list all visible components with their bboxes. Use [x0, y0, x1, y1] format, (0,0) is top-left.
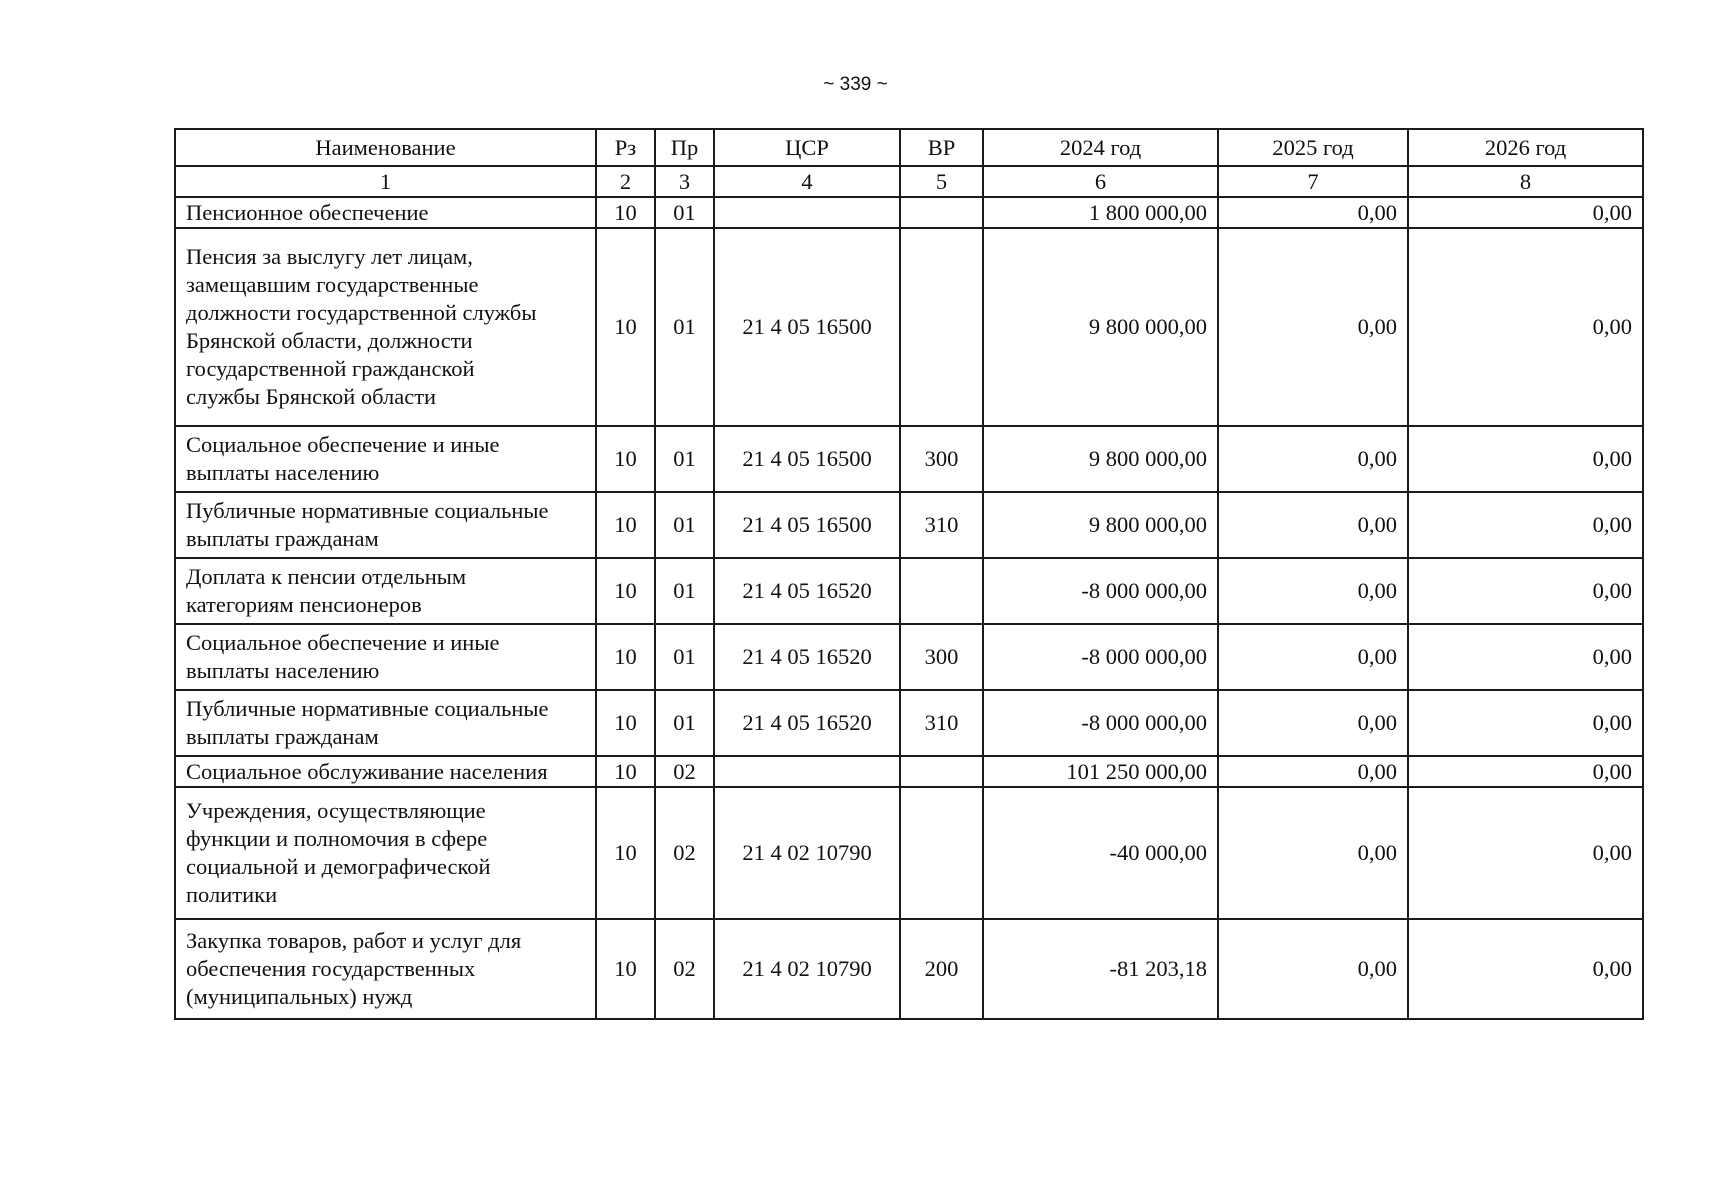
row-2026: 0,00 [1408, 919, 1643, 1019]
header-rz: Рз [596, 129, 655, 166]
row-2024: -40 000,00 [983, 787, 1218, 919]
row-2026: 0,00 [1408, 228, 1643, 426]
row-2026: 0,00 [1408, 558, 1643, 624]
row-name: Пенсия за выслугу лет лицам, замещавшим государственные должности государственной службы Брянской области, должности государственной гражданской службы Брянской области [186, 244, 537, 409]
row-csr: 21 4 05 16500 [714, 492, 900, 558]
row-vr: 200 [900, 919, 983, 1019]
row-csr: 21 4 05 16520 [714, 558, 900, 624]
table-row [175, 492, 1643, 558]
row-rz: 10 [596, 492, 655, 558]
row-pr: 01 [655, 197, 714, 228]
table-row [175, 426, 1643, 492]
row-2024: 9 800 000,00 [983, 426, 1218, 492]
row-2024: -8 000 000,00 [983, 690, 1218, 756]
row-vr: 310 [900, 690, 983, 756]
table-row [175, 558, 1643, 624]
row-name: Социальное обеспечение и иные выплаты населению [186, 630, 500, 683]
row-csr [714, 197, 900, 228]
header-2024: 2024 год [983, 129, 1218, 166]
row-2026: 0,00 [1408, 690, 1643, 756]
row-vr [900, 787, 983, 919]
table-row [175, 624, 1643, 690]
row-rz: 10 [596, 228, 655, 426]
row-2025: 0,00 [1218, 756, 1408, 787]
table-row [175, 228, 1643, 426]
row-name: Публичные нормативные социальные выплаты гражданам [186, 696, 549, 749]
header-name: Наименование [175, 129, 596, 166]
row-2026: 0,00 [1408, 492, 1643, 558]
row-name: Закупка товаров, работ и услуг для обеспечения государственных (муниципальных) нужд [186, 928, 522, 1009]
row-rz: 10 [596, 787, 655, 919]
row-name-cell [175, 787, 596, 919]
row-2024: 9 800 000,00 [983, 492, 1218, 558]
column-number: 3 [655, 166, 714, 197]
row-2026: 0,00 [1408, 624, 1643, 690]
row-2026: 0,00 [1408, 426, 1643, 492]
header-pr: Пр [655, 129, 714, 166]
row-rz: 10 [596, 426, 655, 492]
row-2025: 0,00 [1218, 787, 1408, 919]
header-vr: ВР [900, 129, 983, 166]
budget-table [174, 128, 1644, 1020]
row-2024: -8 000 000,00 [983, 558, 1218, 624]
row-name-cell [175, 426, 596, 492]
row-2026: 0,00 [1408, 197, 1643, 228]
row-name: Учреждения, осуществляющие функции и полномочия в сфере социальной и демографической политики [186, 798, 491, 907]
row-rz: 10 [596, 756, 655, 787]
row-pr: 01 [655, 426, 714, 492]
table-row [175, 787, 1643, 919]
row-rz: 10 [596, 624, 655, 690]
column-number: 8 [1408, 166, 1643, 197]
row-rz: 10 [596, 197, 655, 228]
row-csr: 21 4 05 16520 [714, 624, 900, 690]
row-2024: 101 250 000,00 [983, 756, 1218, 787]
row-name-cell [175, 558, 596, 624]
row-rz: 10 [596, 558, 655, 624]
row-vr [900, 756, 983, 787]
row-name-cell [175, 919, 596, 1019]
row-rz: 10 [596, 919, 655, 1019]
column-number: 2 [596, 166, 655, 197]
column-number: 4 [714, 166, 900, 197]
row-name-cell [175, 690, 596, 756]
row-csr: 21 4 05 16500 [714, 426, 900, 492]
row-2025: 0,00 [1218, 558, 1408, 624]
row-csr: 21 4 05 16500 [714, 228, 900, 426]
column-number: 1 [175, 166, 596, 197]
row-csr: 21 4 02 10790 [714, 787, 900, 919]
row-vr: 310 [900, 492, 983, 558]
row-pr: 02 [655, 756, 714, 787]
row-pr: 01 [655, 558, 714, 624]
row-2025: 0,00 [1218, 197, 1408, 228]
row-name: Социальное обеспечение и иные выплаты населению [186, 432, 500, 485]
row-name-cell [175, 228, 596, 426]
row-vr: 300 [900, 624, 983, 690]
row-pr: 01 [655, 690, 714, 756]
row-2026: 0,00 [1408, 756, 1643, 787]
column-number-row [175, 166, 1643, 197]
column-number: 7 [1218, 166, 1408, 197]
row-name: Публичные нормативные социальные выплаты гражданам [186, 498, 549, 551]
row-csr: 21 4 02 10790 [714, 919, 900, 1019]
row-vr [900, 197, 983, 228]
row-name: Доплата к пенсии отдельным категориям пенсионеров [186, 564, 467, 617]
column-number: 6 [983, 166, 1218, 197]
row-2024: 9 800 000,00 [983, 228, 1218, 426]
row-pr: 01 [655, 492, 714, 558]
header-row [175, 129, 1643, 166]
row-2026: 0,00 [1408, 787, 1643, 919]
row-2025: 0,00 [1218, 690, 1408, 756]
table-row [175, 919, 1643, 1019]
row-name: Социальное обслуживание населения [175, 756, 596, 787]
row-vr [900, 228, 983, 426]
row-pr: 02 [655, 787, 714, 919]
row-name-cell [175, 492, 596, 558]
row-2025: 0,00 [1218, 624, 1408, 690]
row-pr: 01 [655, 228, 714, 426]
row-name-cell [175, 624, 596, 690]
row-2025: 0,00 [1218, 492, 1408, 558]
row-2025: 0,00 [1218, 228, 1408, 426]
table-row [175, 197, 1643, 228]
table-row [175, 690, 1643, 756]
header-2026: 2026 год [1408, 129, 1643, 166]
column-number: 5 [900, 166, 983, 197]
header-csr: ЦСР [714, 129, 900, 166]
row-2025: 0,00 [1218, 426, 1408, 492]
row-2025: 0,00 [1218, 919, 1408, 1019]
page-number: ~ 339 ~ [823, 74, 888, 95]
row-pr: 02 [655, 919, 714, 1019]
row-csr [714, 756, 900, 787]
row-2024: -81 203,18 [983, 919, 1218, 1019]
table-row [175, 756, 1643, 787]
row-2024: -8 000 000,00 [983, 624, 1218, 690]
row-rz: 10 [596, 690, 655, 756]
row-pr: 01 [655, 624, 714, 690]
row-vr: 300 [900, 426, 983, 492]
header-2025: 2025 год [1218, 129, 1408, 166]
row-2024: 1 800 000,00 [983, 197, 1218, 228]
row-vr [900, 558, 983, 624]
row-name: Пенсионное обеспечение [175, 197, 596, 228]
row-csr: 21 4 05 16520 [714, 690, 900, 756]
